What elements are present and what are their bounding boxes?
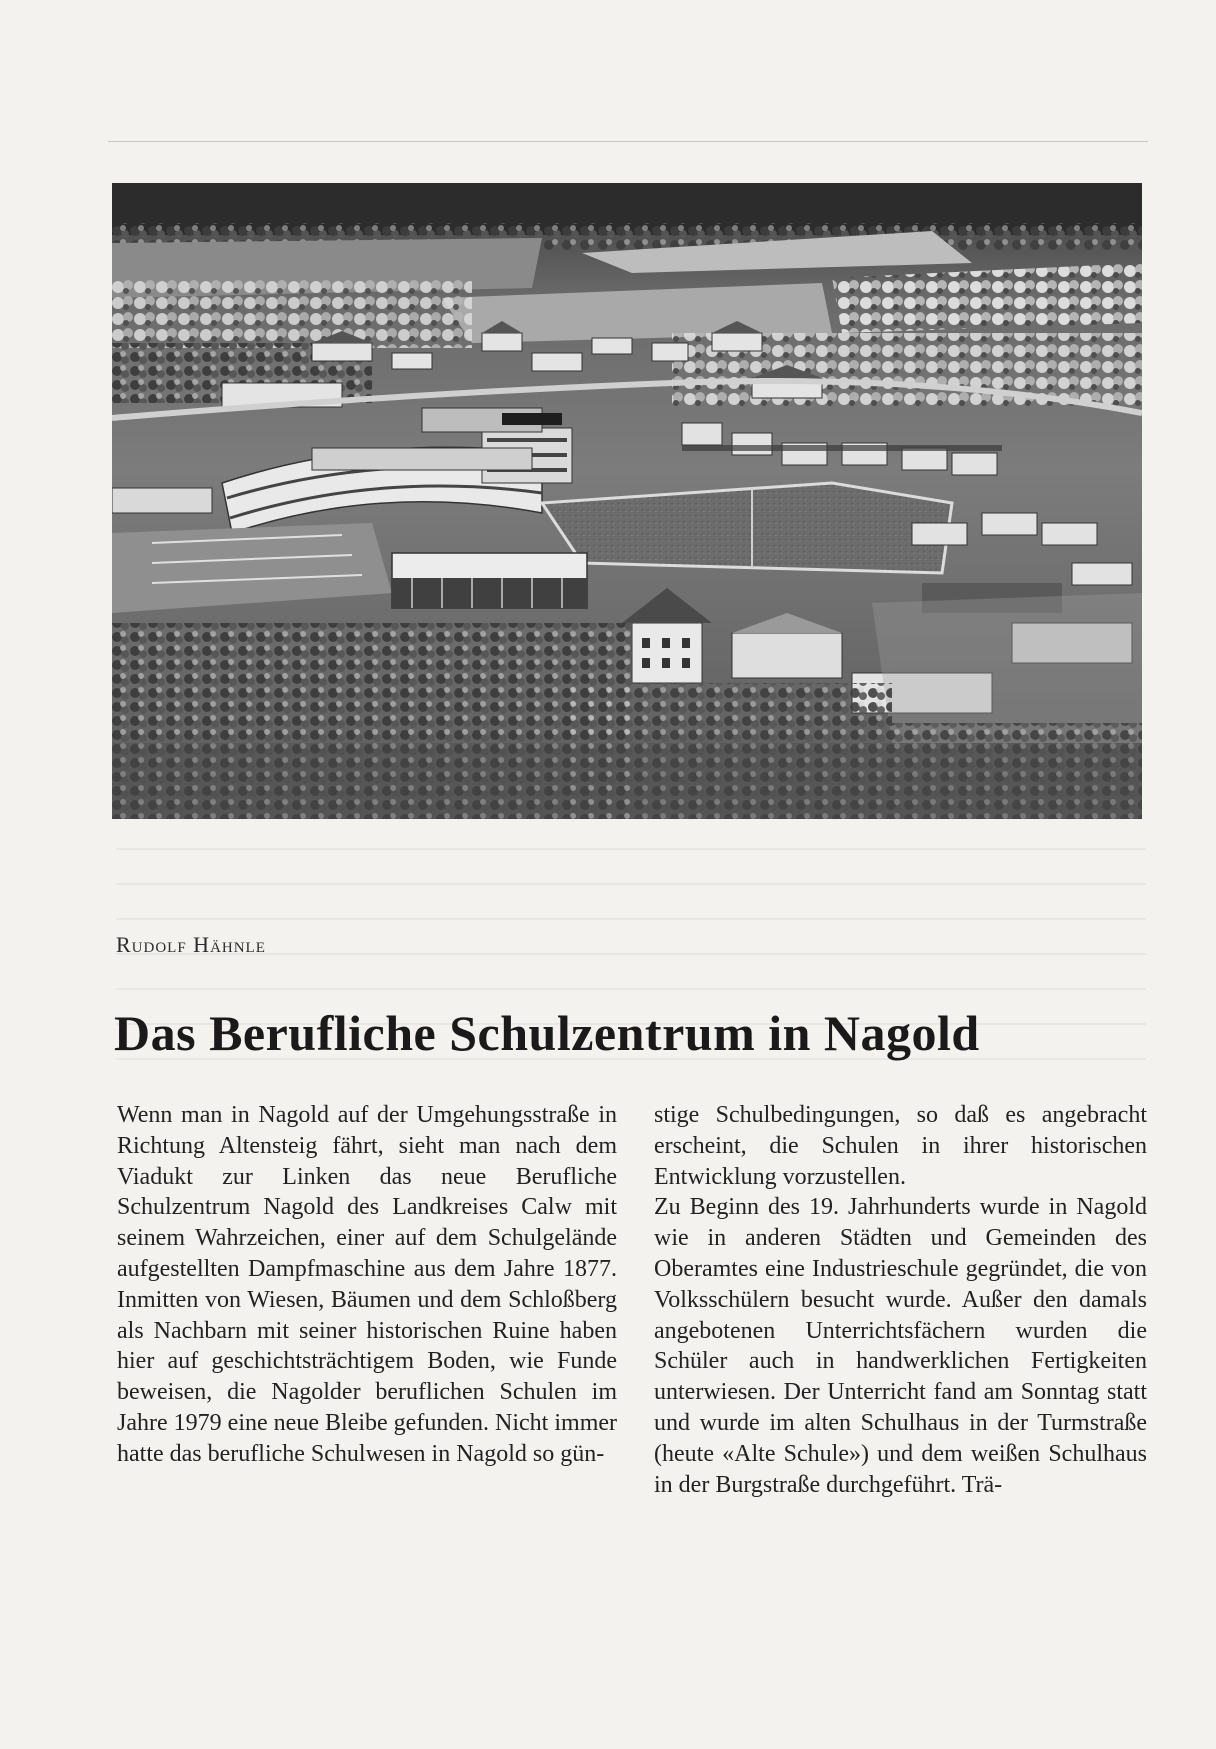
body-column-right — [654, 1100, 1147, 1500]
aerial-photo — [112, 183, 1142, 819]
top-rule — [108, 141, 1148, 142]
article-title: Das Berufliche Schulzentrum in Nagold — [114, 1004, 980, 1061]
body-column-left — [117, 1100, 617, 1470]
author-name: Rudolf Hähnle — [116, 932, 266, 957]
body-paragraph: Zu Beginn des 19. Jahrhunderts wurde in Nagold wie in anderen Städten und Gemeinden des Oberamtes eine Industrieschule gegründet, die von Volksschülern besucht wurde. Außer den damals angebotenen Unterrichtsfächern wurden die Schüler auch in handwerklichen Fertigkeiten unterwiesen. Der Unterricht fand am Sonntag statt und wurde im alten Schulhaus in der Turmstraße (heute «Alte Schule») und dem weißen Schulhaus in der Burgstraße durchgeführt. Trä- — [654, 1194, 1147, 1498]
aerial-photo-image — [112, 183, 1142, 819]
body-paragraph: stige Schulbedingungen, so daß es angebracht erscheint, die Schulen in ihrer historischen Entwicklung vorzustellen. — [654, 1102, 1147, 1190]
body-paragraph: Wenn man in Nagold auf der Umgehungsstraße in Richtung Altensteig fährt, sieht man nach dem Viadukt zur Linken das neue Berufliche Schulzentrum Nagold des Landkreises Calw mit seinem Wahrzeichen, einer auf dem Schulgelände aufgestellten Dampfmaschine aus dem Jahre 1877. Inmitten von Wiesen, Bäumen und dem Schloßberg als Nachbarn mit seiner historischen Ruine haben hier auf geschichtsträchtigem Boden, wie Funde beweisen, die Nagolder beruflichen Schulen im Jahre 1979 eine neue Bleibe gefunden. Nicht immer hatte das berufliche Schulwesen in Nagold so gün- — [117, 1102, 617, 1467]
